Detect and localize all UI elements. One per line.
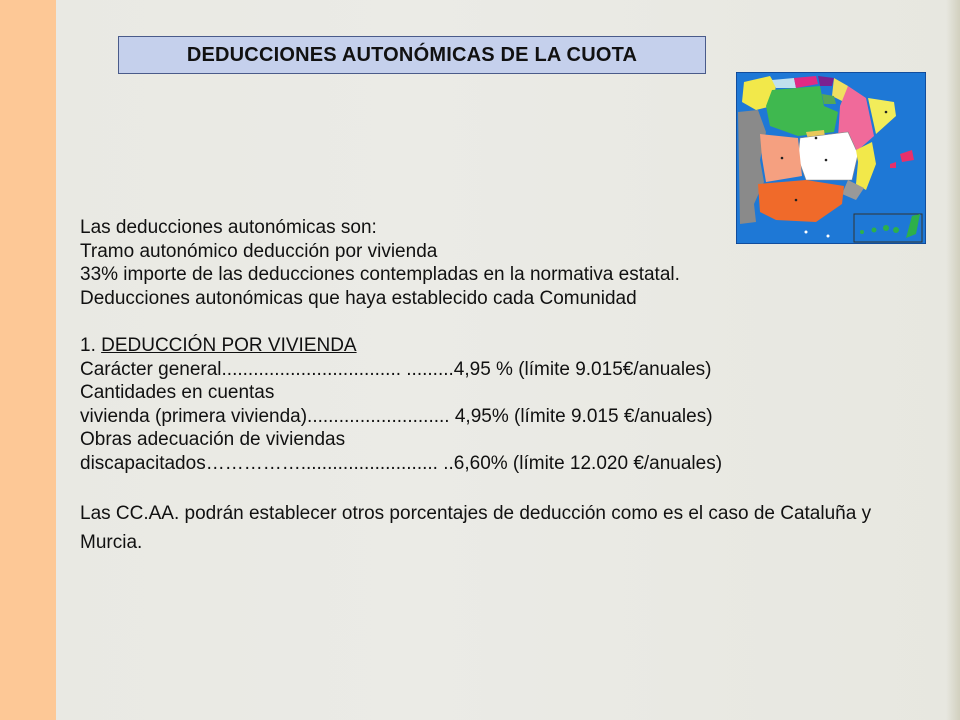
title-box (118, 36, 706, 74)
page-title: DEDUCCIONES AUTONÓMICAS DE LA CUOTA (186, 43, 638, 66)
deduction-line: discapacitados…………….......................... ..6,60% (límite 12.020 €/anuales) (80, 452, 723, 474)
intro-line: Deducciones autonómicas que haya establecido cada Comunidad (80, 287, 637, 309)
deduction-line: Cantidades en cuentas (80, 382, 275, 404)
section-number: 1. (80, 334, 102, 356)
section-heading (80, 334, 900, 358)
intro-line: Tramo autonómico deducción por vivienda (80, 240, 438, 262)
deduction-line: Carácter general.................................. .........4,95 % (límite 9.015€/anuales) (80, 358, 712, 380)
right-edge-shadow (946, 0, 960, 720)
body-text (80, 216, 900, 557)
blank-line (80, 310, 900, 334)
left-accent-band (0, 0, 56, 720)
intro-line: 33% importe de las deducciones contempladas en la normativa estatal. (80, 264, 680, 286)
section-heading-text: DEDUCCIÓN POR VIVIENDA (101, 334, 357, 356)
deduction-line: vivienda (primera vivienda)........................... 4,95% (límite 9.015 €/anuales) (80, 405, 713, 427)
closing-paragraph: Las CC.AA. podrán establecer otros porcentajes de deducción como es el caso de Cataluña y Murcia. (80, 503, 872, 554)
deduction-line: Obras adecuación de viviendas (80, 429, 346, 451)
intro-line: Las deducciones autonómicas son: (80, 217, 377, 238)
